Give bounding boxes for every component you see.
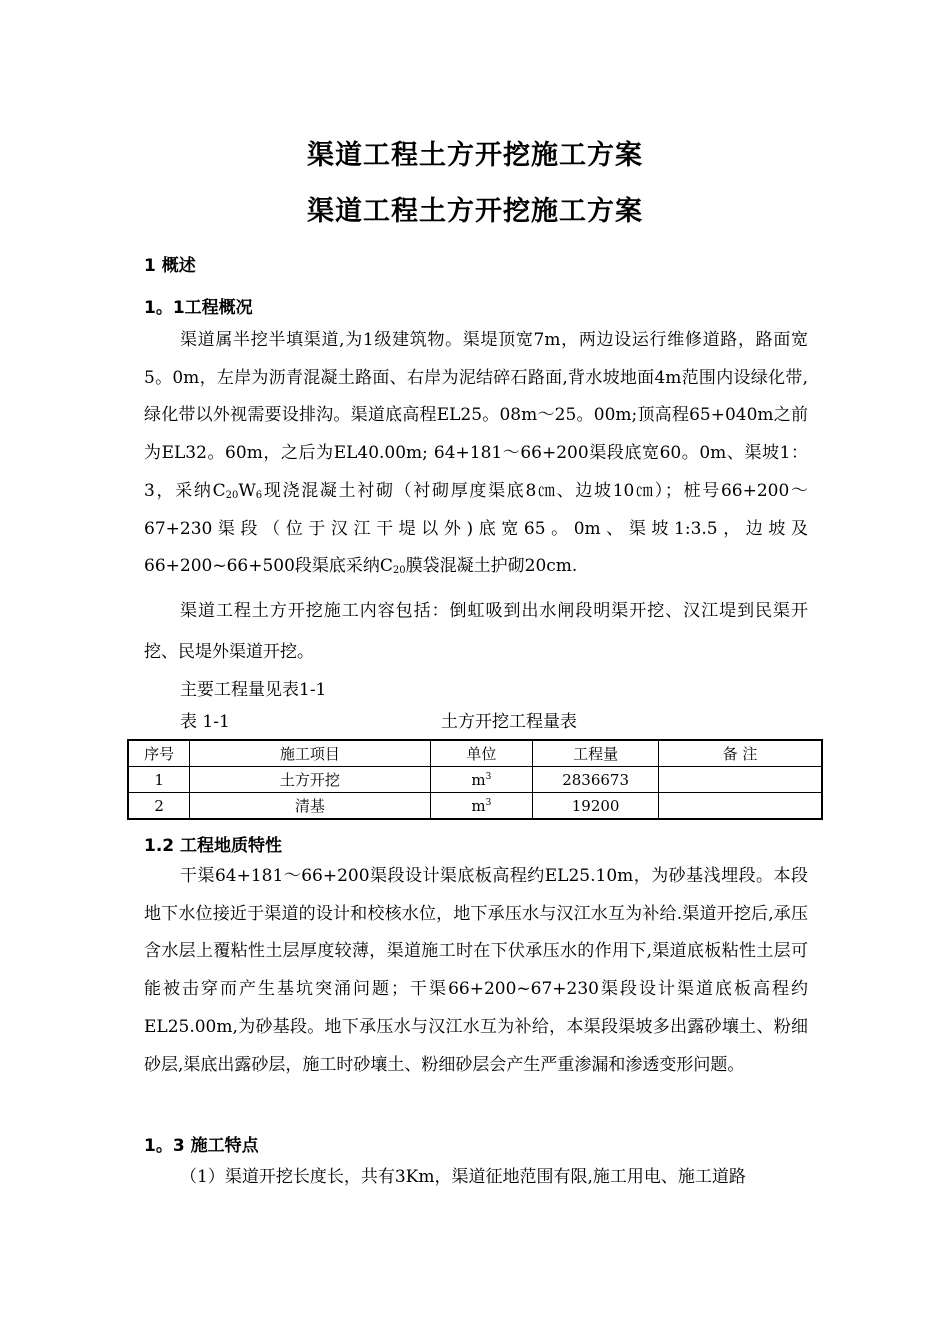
table-header-cell: 序号 xyxy=(128,740,190,767)
table-header-cell: 工程量 xyxy=(533,740,659,767)
document-subtitle: 渠道工程土方开挖施工方案 xyxy=(307,196,643,227)
row-note xyxy=(659,793,823,820)
table-title: 土方开挖工程量表 xyxy=(441,712,577,732)
row-number: 2 xyxy=(128,793,190,820)
table-row xyxy=(128,767,822,793)
table-label: 表 1-1 xyxy=(180,712,230,732)
concrete-grade-2: $C_{20}$ xyxy=(379,556,406,577)
row-unit: $m^3$ xyxy=(430,767,533,793)
quantity-table xyxy=(127,739,823,820)
concrete-grade: $C_{20}W_6$ xyxy=(212,480,263,501)
section-heading-1-2: 1.2 工程地质特性 xyxy=(144,836,283,856)
paragraph-geology: 干渠64+181～66+200渠段设计渠底板高程约EL25.10m，为砂基浅埋段。本段地下水位接近于渠道的设计和校核水位，地下承压水与汉江水互为补给.渠道开挖后,承压含水层上覆粘性土层厚度较薄，渠道施工时在下伏承压水的作用下,渠道底板粘性土层可能被击穿而产生基坑突涌问题；干渠66+200~67+230渠段设计渠道底板高程约EL25.00m,为砂基段。地下承压水与汉江水互为补给，本渠段渠坡多出露砂壤土、粉细砂层,渠底出露砂层，施工时砂壤土、粉细砂层会产生严重渗漏和渗透变形问题。 xyxy=(144,866,808,1075)
section-heading-1: 1 概述 xyxy=(144,256,196,276)
table-intro: 主要工程量见表1-1 xyxy=(180,680,327,700)
table-header-row xyxy=(128,740,822,767)
section-heading-1-3: 1。3 施工特点 xyxy=(144,1136,259,1156)
paragraph-construction-features: （1）渠道开挖长度长，共有3Km，渠道征地范围有限,施工用电、施工道路 xyxy=(180,1167,746,1187)
paragraph-project-overview: 渠道属半挖半填渠道,为1级建筑物。渠堤顶宽7m，两边设运行维修道路，路面宽5。0m，左岸为沥青混凝土路面、右岸为泥结碎石路面,背水坡地面4m范围内设绿化带,绿化带以外视需要设排沟。渠道底高程EL25。08m～25。00m;顶高程65+040m之前为EL32。60m，之后为EL40.00m; 64+181～66+200渠段底宽60。0m、渠坡1：3，采纳$C_{20}W_6$现浇混凝土衬砌（衬砌厚度渠底8㎝、边坡10㎝）；桩号66+200～67+230渠段（位于汉江干堤以外)底宽65。0m、渠坡1:3.5，边坡及66+200~66+500段渠底采纳$C_{20}$膜袋混凝土护砌20cm. xyxy=(144,330,808,577)
table-header-cell: 施工项目 xyxy=(190,740,430,767)
paragraph-excavation-scope: 渠道工程土方开挖施工内容包括：倒虹吸到出水闸段明渠开挖、汉江堤到民渠开挖、民堤外渠道开挖。 xyxy=(144,601,808,662)
row-item: 清基 xyxy=(190,793,430,820)
row-quantity: 19200 xyxy=(533,793,659,820)
table-header-cell: 单位 xyxy=(430,740,533,767)
row-unit: $m^3$ xyxy=(430,793,533,820)
table-row xyxy=(128,793,822,820)
table-header-cell: 备 注 xyxy=(659,740,823,767)
row-quantity: 2836673 xyxy=(533,767,659,793)
row-note xyxy=(659,767,823,793)
row-number: 1 xyxy=(128,767,190,793)
row-item: 土方开挖 xyxy=(190,767,430,793)
document-title: 渠道工程土方开挖施工方案 xyxy=(307,140,643,171)
section-heading-1-1: 1。1工程概况 xyxy=(144,298,253,318)
